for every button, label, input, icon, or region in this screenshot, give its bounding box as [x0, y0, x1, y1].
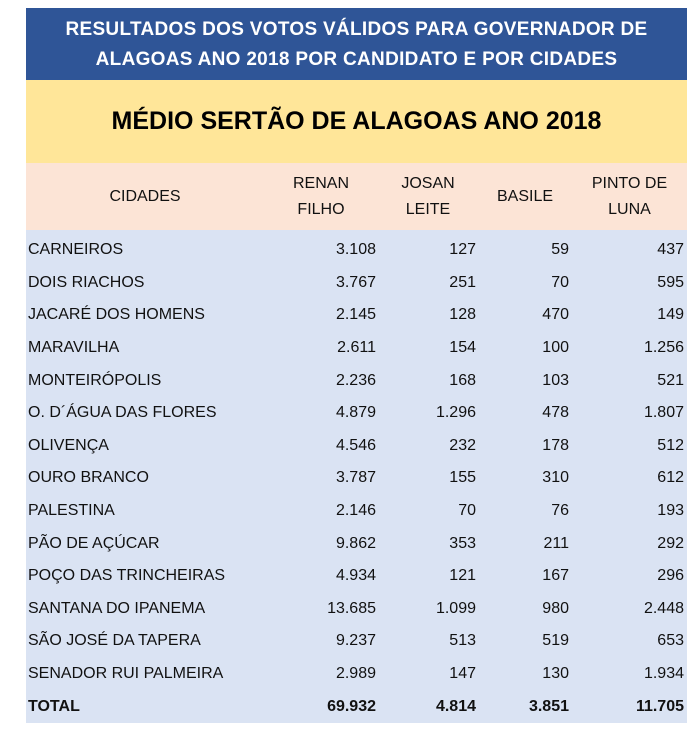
cell-basile: 178: [542, 436, 569, 454]
cell-city: OLIVENÇA: [28, 436, 109, 454]
cell-renan: 4.879: [335, 404, 376, 422]
cell-josan: 353: [449, 534, 476, 552]
cell-renan: 2.989: [335, 665, 376, 683]
cell-basile: 59: [551, 241, 569, 259]
cell-city: MONTEIRÓPOLIS: [28, 371, 162, 389]
cell-basile: 3.851: [528, 697, 569, 715]
cell-renan: 3.108: [335, 241, 376, 259]
cell-renan: 3.787: [335, 469, 376, 487]
cell-josan: 168: [449, 371, 476, 389]
cell-pinto: 521: [657, 371, 684, 389]
cell-pinto: 512: [657, 436, 684, 454]
cell-basile: 310: [542, 469, 569, 487]
cell-pinto: 296: [657, 567, 684, 585]
cell-josan: 1.296: [435, 404, 476, 422]
cell-josan: 154: [449, 339, 476, 357]
title-line-2: ALAGOAS ANO 2018 POR CANDIDATO E POR CIDADES: [95, 49, 618, 70]
cell-basile: 100: [542, 339, 569, 357]
cell-renan: 9.237: [335, 632, 376, 650]
cell-pinto: 11.705: [635, 697, 684, 715]
cell-josan: 1.099: [435, 599, 476, 617]
table-row: [26, 267, 687, 300]
region-subtitle: MÉDIO SERTÃO DE ALAGOAS ANO 2018: [26, 80, 687, 163]
cell-renan: 2.236: [335, 371, 376, 389]
cell-pinto: 292: [657, 534, 684, 552]
cell-city: MARAVILHA: [28, 339, 120, 357]
cell-pinto: 595: [657, 273, 684, 291]
col-header-basile: BASILE: [496, 187, 554, 205]
cell-basile: 167: [542, 567, 569, 585]
table-body: [26, 230, 687, 723]
cell-renan: 69.932: [327, 697, 376, 715]
cell-pinto: 193: [657, 502, 684, 520]
cell-pinto: 1.934: [643, 665, 684, 683]
cell-city: SANTANA DO IPANEMA: [28, 599, 206, 617]
cell-pinto: 437: [657, 241, 684, 259]
table-row: [26, 495, 687, 528]
cell-basile: 103: [542, 371, 569, 389]
cell-renan: 9.862: [335, 534, 376, 552]
title-banner: [26, 8, 687, 80]
cell-josan: 251: [449, 273, 476, 291]
cell-renan: 4.934: [335, 567, 376, 585]
column-header-row: [26, 163, 687, 230]
cell-city: O. D´ÁGUA DAS FLORES: [28, 404, 217, 422]
cell-pinto: 2.448: [643, 599, 684, 617]
cell-city: PÃO DE AÇÚCAR: [28, 534, 160, 552]
table-row: [26, 299, 687, 332]
cell-renan: 2.611: [337, 339, 376, 357]
results-table: [26, 8, 687, 723]
cell-renan: 13.685: [327, 599, 376, 617]
table-row: [26, 560, 687, 593]
cell-city: CARNEIROS: [28, 241, 124, 259]
cell-josan: 232: [449, 436, 476, 454]
table-row: [26, 234, 687, 267]
cell-basile: 130: [542, 665, 569, 683]
cell-renan: 2.146: [335, 502, 376, 520]
table-row: [26, 397, 687, 430]
cell-city: OURO BRANCO: [28, 469, 149, 487]
cell-josan: 70: [458, 502, 476, 520]
cell-city: PALESTINA: [28, 502, 115, 520]
table-row: [26, 332, 687, 365]
cell-basile: 76: [551, 502, 569, 520]
cell-pinto: 1.256: [643, 339, 684, 357]
cell-josan: 155: [449, 469, 476, 487]
table-row: [26, 593, 687, 626]
cell-pinto: 149: [657, 306, 684, 324]
cell-renan: 2.145: [335, 306, 376, 324]
cell-josan: 121: [449, 567, 476, 585]
table-row: [26, 462, 687, 495]
col-header-renan: RENAN FILHO: [292, 174, 349, 218]
cell-city: SENADOR RUI PALMEIRA: [28, 665, 224, 683]
cell-basile: 211: [543, 534, 569, 552]
cell-josan: 513: [449, 632, 476, 650]
table-row: [26, 430, 687, 463]
cell-josan: 4.814: [435, 697, 476, 715]
cell-josan: 128: [449, 306, 476, 324]
title-line-1: RESULTADOS DOS VOTOS VÁLIDOS PARA GOVERNADOR DE: [65, 19, 648, 40]
cell-city: TOTAL: [28, 697, 80, 715]
table-row: [26, 364, 687, 397]
cell-basile: 519: [542, 632, 569, 650]
cell-basile: 470: [542, 306, 569, 324]
cell-city: DOIS RIACHOS: [28, 273, 145, 291]
table-row: [26, 527, 687, 560]
col-header-cidades: CIDADES: [109, 187, 181, 205]
cell-renan: 4.546: [335, 436, 376, 454]
cell-pinto: 653: [657, 632, 684, 650]
cell-pinto: 1.807: [643, 404, 684, 422]
cell-josan: 147: [449, 665, 476, 683]
col-header-josan: JOSAN LEITE: [401, 174, 455, 218]
cell-basile: 980: [542, 599, 569, 617]
cell-renan: 3.767: [335, 273, 376, 291]
cell-josan: 127: [449, 241, 476, 259]
cell-city: POÇO DAS TRINCHEIRAS: [28, 567, 226, 585]
table-row: [26, 658, 687, 691]
cell-city: SÃO JOSÉ DA TAPERA: [28, 632, 201, 650]
table-row: [26, 625, 687, 658]
total-row: [26, 690, 687, 723]
cell-pinto: 612: [657, 469, 684, 487]
cell-basile: 70: [551, 273, 569, 291]
cell-basile: 478: [542, 404, 569, 422]
cell-city: JACARÉ DOS HOMENS: [28, 306, 205, 324]
col-header-pinto: PINTO DE LUNA: [591, 174, 668, 218]
